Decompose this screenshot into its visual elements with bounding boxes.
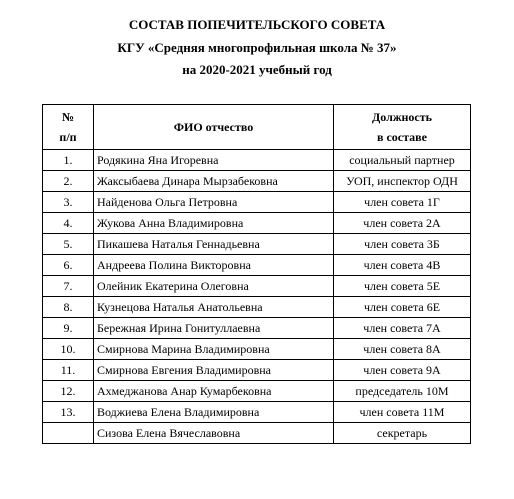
member-name: Воджиева Елена Владимировна: [94, 402, 334, 423]
row-number: 3.: [43, 192, 94, 213]
member-name: Олейник Екатерина Олеговна: [94, 276, 334, 297]
member-role: член совета 9А: [334, 360, 471, 381]
member-role: член совета 6Е: [334, 297, 471, 318]
column-header-role-line1: Должность: [371, 110, 432, 124]
row-number: 9.: [43, 318, 94, 339]
members-table: [42, 104, 471, 444]
row-number: 2.: [43, 171, 94, 192]
member-name: Жаксыбаева Динара Мырзабековна: [94, 171, 334, 192]
member-role: секретарь: [334, 423, 471, 444]
table-row: [43, 255, 471, 276]
member-name: Найденова Ольга Петровна: [94, 192, 334, 213]
table-row: [43, 234, 471, 255]
row-number: [43, 423, 94, 444]
member-role: член совета 3Б: [334, 234, 471, 255]
member-name: Бережная Ирина Гонитуллаевна: [94, 318, 334, 339]
member-name: Кузнецова Наталья Анатольевна: [94, 297, 334, 318]
table-row: [43, 276, 471, 297]
member-role: УОП, инспектор ОДН: [334, 171, 471, 192]
member-role: член совета 2А: [334, 213, 471, 234]
column-header-name-label: ФИО отчество: [173, 120, 254, 134]
table-row: [43, 213, 471, 234]
member-name: Смирнова Марина Владимировна: [94, 339, 334, 360]
table-row: [43, 318, 471, 339]
member-name: Смирнова Евгения Владимировна: [94, 360, 334, 381]
column-header-number-line1: №: [61, 110, 75, 124]
column-header-name: [94, 105, 334, 150]
school-name: КГУ «Средняя многопрофильная школа № 37»: [117, 40, 397, 55]
member-role: член совета 7А: [334, 318, 471, 339]
member-name: Родякина Яна Игоревна: [94, 150, 334, 171]
school-year: на 2020-2021 учебный год: [182, 62, 332, 77]
member-name: Жукова Анна Владимировна: [94, 213, 334, 234]
table-row: [43, 381, 471, 402]
table-header-row: [43, 105, 471, 150]
table-row: [43, 360, 471, 381]
table-row: [43, 150, 471, 171]
member-role: член совета 5Е: [334, 276, 471, 297]
column-header-role: [334, 105, 471, 150]
row-number: 10.: [43, 339, 94, 360]
row-number: 6.: [43, 255, 94, 276]
row-number: 4.: [43, 213, 94, 234]
table-row: [43, 402, 471, 423]
column-header-role-line2: в составе: [377, 130, 427, 144]
table-row: [43, 339, 471, 360]
member-role: член совета 1Г: [334, 192, 471, 213]
table-row: [43, 423, 471, 444]
member-role: социальный партнер: [334, 150, 471, 171]
member-name: Ахмеджанова Анар Кумарбековна: [94, 381, 334, 402]
member-name: Андреева Полина Викторовна: [94, 255, 334, 276]
column-header-number: [43, 105, 94, 150]
member-role: член совета 4В: [334, 255, 471, 276]
row-number: 11.: [43, 360, 94, 381]
row-number: 12.: [43, 381, 94, 402]
table-row: [43, 192, 471, 213]
row-number: 13.: [43, 402, 94, 423]
row-number: 7.: [43, 276, 94, 297]
member-name: Пикашева Наталья Геннадьевна: [94, 234, 334, 255]
row-number: 8.: [43, 297, 94, 318]
member-role: председатель 10М: [334, 381, 471, 402]
member-role: член совета 8А: [334, 339, 471, 360]
column-header-number-line2: п/п: [59, 130, 77, 144]
member-role: член совета 11М: [334, 402, 471, 423]
row-number: 5.: [43, 234, 94, 255]
document-title: СОСТАВ ПОПЕЧИТЕЛЬСКОГО СОВЕТА: [128, 17, 386, 32]
member-name: Сизова Елена Вячеславовна: [94, 423, 334, 444]
table-row: [43, 297, 471, 318]
row-number: 1.: [43, 150, 94, 171]
table-row: [43, 171, 471, 192]
